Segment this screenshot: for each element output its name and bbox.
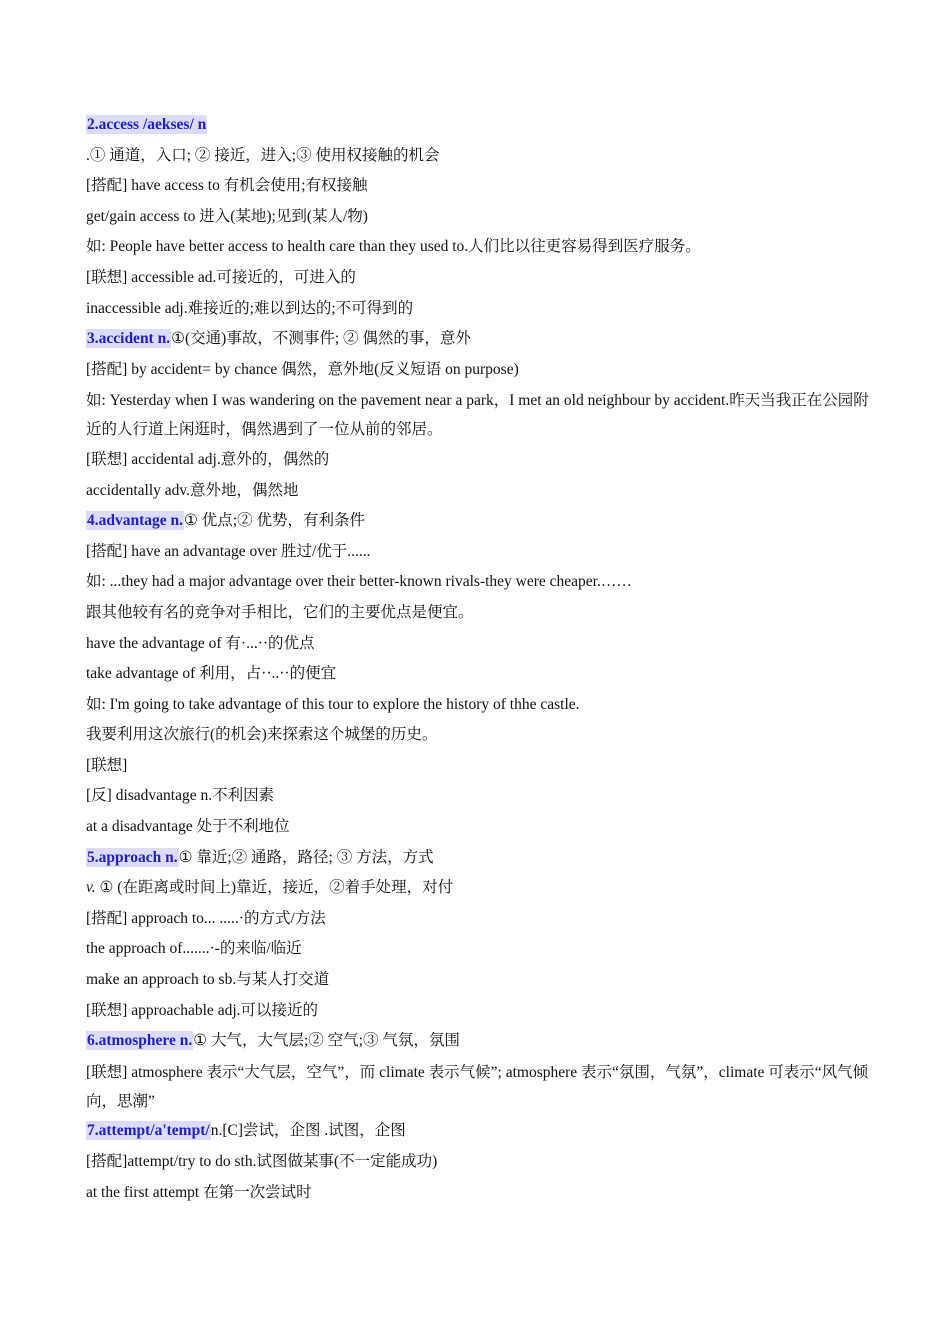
headword-advantage: 4.advantage n. (87, 512, 184, 530)
accident-related: accidentally adv.意外地，偶然地 (86, 481, 299, 499)
entry-atmosphere-heading (86, 1026, 876, 1057)
approach-related: [联想] approachable adj.可以接近的 (86, 1001, 319, 1019)
approach-verb-line (86, 873, 876, 904)
entry-access-heading (86, 110, 876, 141)
attempt-collocation: [搭配]attempt/try to do sth.试图做某事(不一定能成功) (86, 1153, 438, 1170)
approach-verb-meanings: ① (在距离或时间上)靠近，接近，②着手处理，对付 (95, 879, 454, 897)
accident-example: 如: Yesterday when I was wandering on the pavement near a park，I met an old neighbour by accident.昨天当我正在公园附近的人行道上闲逛时，偶然遇到了一位从前的邻居。 (86, 392, 869, 439)
atmosphere-related: [联想] atmosphere 表示“大气层，空气”，而 climate 表示气候”; atmosphere 表示“氛围，气氛”，climate 可表示“风气倾向，思潮” (86, 1063, 869, 1110)
atmosphere-meanings: ① 大气，大气层;② 空气;③ 气氛，氛围 (193, 1032, 460, 1050)
approach-verb-pos: v. (86, 879, 96, 897)
headword-atmosphere: 6.atmosphere n. (87, 1032, 193, 1050)
headword-accident: 3.accident n. (87, 330, 171, 348)
advantage-meanings: ① 优点;② 优势，有利条件 (184, 512, 365, 530)
advantage-phrase: have the advantage of 有·...··的优点 (86, 634, 315, 652)
access-example: 如: People have better access to health care than they used to.人们比以往更容易得到医疗服务。 (86, 238, 701, 256)
approach-collocation: the approach of.......·-的来临/临近 (86, 940, 302, 958)
advantage-related-label: [联想] (86, 756, 128, 774)
approach-collocation: [搭配] approach to... .....·的方式/方法 (86, 909, 326, 927)
vocabulary-document (86, 110, 876, 1208)
attempt-phrase: at the first attempt 在第一次尝试时 (86, 1183, 312, 1201)
advantage-example: 如: ...they had a major advantage over their better-known rivals-they were cheaper.…… (86, 573, 632, 591)
access-collocation: [搭配] have access to 有机会使用;有权接触 (86, 177, 368, 195)
entry-advantage-heading (86, 506, 876, 537)
access-related: inaccessible adj.难接近的;难以到达的;不可得到的 (86, 299, 414, 317)
headword-approach: 5.approach n. (87, 848, 178, 866)
approach-collocation: make an approach to sb.与某人打交道 (86, 971, 330, 989)
advantage-example-translation: 我要利用这次旅行(的机会)来探索这个城堡的历史。 (86, 726, 438, 744)
entry-attempt-heading (86, 1116, 876, 1147)
advantage-collocation: [搭配] have an advantage over 胜过/优于...... (86, 542, 371, 560)
accident-collocation: [搭配] by accident= by chance 偶然，意外地(反义短语 on purpose) (86, 360, 519, 378)
accident-related: [联想] accidental adj.意外的，偶然的 (86, 450, 330, 468)
headword-attempt: 7.attempt/a'tempt/ (87, 1122, 210, 1140)
access-related: [联想] accessible ad.可接近的，可进入的 (86, 268, 356, 286)
entry-approach-heading (86, 843, 876, 874)
access-collocation: get/gain access to 进入(某地);见到(某人/物) (86, 207, 368, 225)
advantage-antonym: [反] disadvantage n.不利因素 (86, 787, 275, 805)
advantage-antonym-phrase: at a disadvantage 处于不利地位 (86, 818, 290, 836)
headword-access: 2.access /aekses/ n (87, 116, 207, 133)
advantage-example-translation: 跟其他较有名的竞争对手相比，它们的主要优点是便宜。 (86, 603, 474, 621)
accident-meanings: ①(交通)事故，不测事件; ② 偶然的事，意外 (171, 330, 471, 348)
advantage-example: 如: I'm going to take advantage of this tour to explore the history of thhe castle. (86, 695, 580, 713)
access-meanings: .① 通道，入口; ② 接近，进入;③ 使用权接触的机会 (86, 146, 440, 164)
attempt-meanings: n.[C]尝试，企图 .试图，企图 (210, 1122, 406, 1140)
advantage-phrase: take advantage of 利用，占··..··的便宜 (86, 665, 337, 683)
entry-accident-heading (86, 324, 876, 355)
approach-meanings: ① 靠近;② 通路，路径; ③ 方法，方式 (178, 848, 434, 866)
